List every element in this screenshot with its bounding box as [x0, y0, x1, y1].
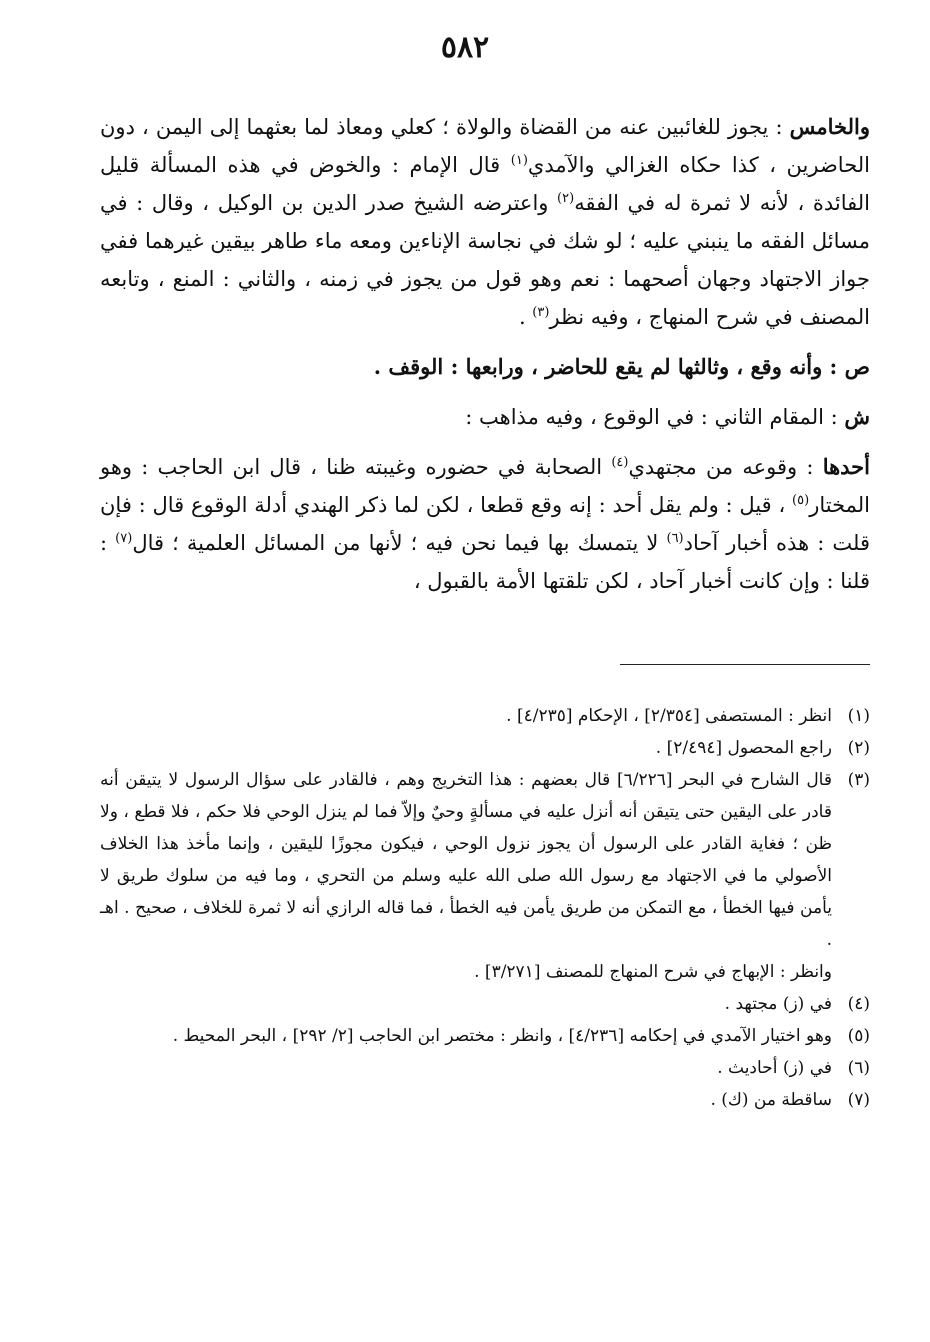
- footnote-number: (٤): [847, 994, 870, 1014]
- footnote-text: راجع المحصول [٢/٤٩٤] .: [655, 738, 832, 758]
- footnote-text: انظر : المستصفى [٢/٣٥٤] ، الإحكام [٤/٢٣٥] .: [506, 706, 832, 726]
- paragraph-ahaduha: [100, 448, 870, 600]
- paragraph-lead: أحدها: [822, 454, 870, 479]
- footnote-6: [100, 1052, 870, 1084]
- paragraph-text: : وقوعه من مجتهدي: [628, 455, 823, 479]
- footnote-2: [100, 732, 870, 764]
- sharh-paragraph: [100, 398, 870, 436]
- footnote-ref-2[interactable]: (٢): [557, 191, 575, 206]
- footnote-text: في (ز) مجتهد .: [724, 994, 832, 1014]
- footnote-3: [100, 764, 870, 956]
- footnote-number: (٣): [847, 770, 870, 790]
- paragraph-lead: والخامس: [789, 114, 870, 139]
- matn-paragraph: ص : وأنه وقع ، وثالثها لم يقع للحاضر ، ورابعها : الوقف .: [373, 354, 870, 379]
- paragraph-khamis: [100, 108, 870, 336]
- footnote-7: [100, 1084, 870, 1116]
- footnotes: [100, 700, 870, 1116]
- footnote-ref-3[interactable]: (٣): [532, 305, 550, 320]
- footnote-ref-1[interactable]: (١): [510, 153, 528, 168]
- footnote-text: وهو اختيار الآمدي في إحكامه [٤/٢٣٦] ، وانظر : مختصر ابن الحاجب [٢/ ٢٩٢] ، البحر المحيط .: [172, 1026, 832, 1046]
- footnote-3-continuation: وانظر : الإبهاج في شرح المنهاج للمصنف [٣/٢٧١] .: [474, 962, 832, 982]
- footnote-number: (٧): [847, 1090, 870, 1110]
- paragraph-text: قال الإمام : والخوض في هذه المسألة قليل الفائدة ، لأنه لا ثمرة له في الفقه: [100, 153, 870, 215]
- footnote-number: (٦): [847, 1058, 870, 1078]
- footnote-4: [100, 988, 870, 1020]
- main-text: [100, 108, 870, 600]
- footnote-1: [100, 700, 870, 732]
- footnote-ref-4[interactable]: (٤): [611, 455, 629, 470]
- paragraph-text: ، قيل : ولم يقل أحد : إنه وقع قطعا ، لكن لما ذكر الهندي أدلة الوقوع قال : فإن قلت : هذه أخبار آحاد: [100, 493, 871, 555]
- paragraph-text: واعترضه الشيخ صدر الدين بن الوكيل ، وقال : في مسائل الفقه ما ينبني عليه ؛ لو شك في نجاسة الإناءين ومعه ماء طاهر بيقين غيرهما ففي جواز الاجتهاد وجهان أصحهما : نعم وهو قول من يجوز في زمنه ، والثاني : المنع ، وتابعه المصنف في شرح المنهاج ، وفيه نظر: [100, 191, 870, 329]
- footnote-text: في (ز) أحاديث .: [717, 1058, 832, 1078]
- paragraph-lead: ش: [844, 404, 870, 429]
- footnote-number: (١): [847, 706, 870, 726]
- page-number: ٥٨٢: [440, 30, 490, 65]
- footnote-ref-6[interactable]: (٦): [666, 531, 684, 546]
- paragraph-text: : قلنا : وإن كانت أخبار آحاد ، لكن تلقتها الأمة بالقبول ،: [100, 531, 870, 593]
- footnote-text: قال الشارح في البحر [٦/٢٢٦] قال بعضهم : هذا التخريج وهم ، فالقادر على سؤال الرسول لا يتيقن أنه قادر على اليقين حتى يتيقن أنه أنزل عليه في مسألةٍ وحيٌ وإلاّ فما لم ينزل الوحي فلا حكم ، فلا قطع ، ولا ظن ؛ فغاية القادر على الرسول أن يجوز نزول الوحي ، فيكون مجوزًا لليقين ، وإنما مأخذ هذا الخلاف الأصولي ما في الاجتهاد مع رسول الله صلى الله عليه وسلم من التحري ، وما فيه من سلوك طريق لا يأمن فيها الخطأ ، مع التمكن من طريق يأمن فيه الخطأ ، فما قاله الرازي أنه لا ثمرة للخلاف ، صحيح . اهـ .: [100, 770, 832, 950]
- footnote-divider: [620, 664, 870, 665]
- paragraph-text: : المقام الثاني : في الوقوع ، وفيه مذاهب :: [465, 405, 845, 429]
- footnote-ref-5[interactable]: (٥): [792, 493, 810, 508]
- footnote-number: (٢): [847, 738, 870, 758]
- footnote-number: (٥): [847, 1026, 870, 1046]
- paragraph-text: لا يتمسك بها فيما نحن فيه ؛ لأنها من المسائل العلمية ؛ قال: [132, 531, 667, 555]
- footnote-5: [100, 1020, 870, 1052]
- footnote-text: ساقطة من (ك) .: [710, 1090, 832, 1110]
- paragraph-text: .: [518, 305, 533, 329]
- paragraph-text: : يجوز للغائبين عنه من القضاة والولاة ؛ كعلي ومعاذ لما بعثهما إلى اليمن ، دون الحاضرين ، كذا حكاه الغزالي والآمدي: [100, 115, 870, 177]
- footnote-ref-7[interactable]: (٧): [115, 531, 133, 546]
- paragraph-text: الصحابة في حضوره وغيبته ظنا ، قال ابن الحاجب : وهو المختار: [100, 455, 870, 517]
